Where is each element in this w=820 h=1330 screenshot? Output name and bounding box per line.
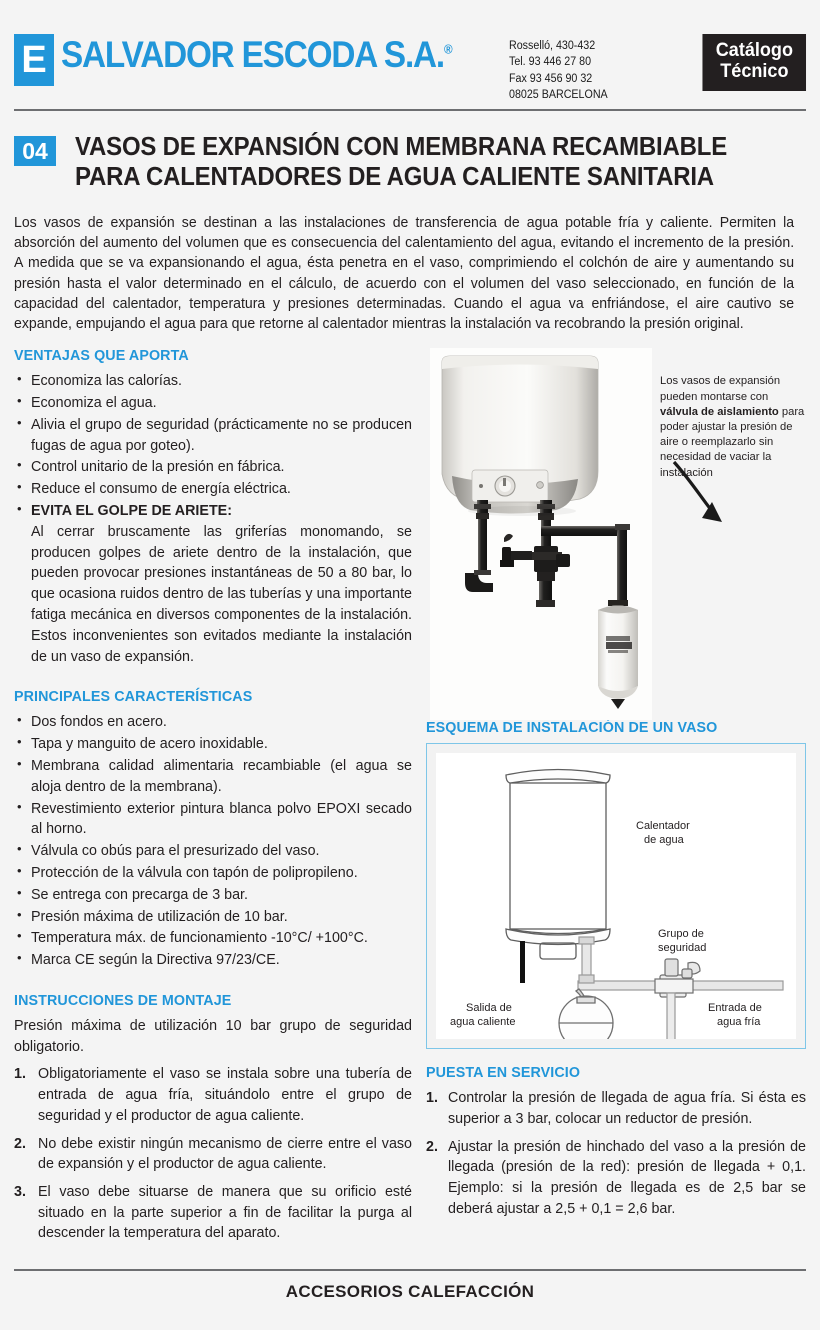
list-item: • Control unitario de la presión en fábrica. xyxy=(14,457,412,478)
step-number: 2. xyxy=(426,1138,438,1155)
list-item-golpe-ariete xyxy=(14,501,412,667)
callout-line2: pueden montarse con xyxy=(660,390,769,403)
page-title xyxy=(75,133,727,193)
footer-divider xyxy=(14,1269,806,1271)
company-name-text: SALVADOR ESCODA S.A. xyxy=(61,34,445,75)
address-line-street: Rosselló, 430-432 xyxy=(508,40,596,52)
list-item: • Temperatura máx. de funcionamiento -10°C/ +100°C. xyxy=(14,928,412,949)
golpe-ariete-title: EVITA EL GOLPE DE ARIETE: xyxy=(31,503,232,520)
callout-line1: Los vasos de expansión xyxy=(660,375,781,388)
step-text: No debe existir ningún mecanismo de cierre entre el vaso de expansión y el productor de agua caliente. xyxy=(38,1135,412,1173)
callout-rest: para poder ajustar la presión de aire o reemplazarlo sin necesidad de vaciar la instalación xyxy=(660,405,805,479)
step-number: 1. xyxy=(14,1066,26,1083)
installation-photo xyxy=(430,348,652,720)
ventajas-list xyxy=(14,371,412,667)
step-text: Controlar la presión de llegada de agua fría. Si ésta es superior a 3 bar, colocar un reductor de presión. xyxy=(448,1090,806,1127)
address-line-tel: Tel. 93 446 27 80 xyxy=(508,56,591,69)
list-item xyxy=(14,1182,412,1244)
list-item: • Válvula co obús para el presurizado del vaso. xyxy=(14,841,412,862)
label-salida-line1: Salida de xyxy=(466,1002,512,1015)
label-salida-line2: agua caliente xyxy=(450,1016,516,1029)
label-grupo-line2: seguridad xyxy=(658,942,707,955)
list-item xyxy=(426,1088,806,1129)
step-number: 3. xyxy=(14,1184,26,1201)
callout-bold-term: válvula de aislamiento xyxy=(660,405,779,418)
list-item xyxy=(14,1064,412,1126)
heading-ventajas: VENTAJAS QUE APORTA xyxy=(14,348,189,365)
catalog-badge-line1: Catálogo xyxy=(715,40,793,61)
label-calentador-line1: Calentador xyxy=(636,820,690,833)
list-item: • Tapa y manguito de acero inoxidable. xyxy=(14,734,412,755)
step-number: 2. xyxy=(14,1135,26,1152)
callout-arrow-icon xyxy=(658,460,804,530)
heading-caracteristicas: PRINCIPALES CARACTERÍSTICAS xyxy=(14,689,253,706)
step-text: Ajustar la presión de hinchado del vaso a la presión de llegada (presión de la red): presión de llegada + 0,1. Ejemplo: si la presión de llegada es de 2,5 bar se deberá ajustar a 2,5 + 0,1 = 2,6 bar. xyxy=(448,1138,806,1217)
label-calentador-line2: de agua xyxy=(644,834,684,847)
left-column xyxy=(14,348,426,1251)
company-address xyxy=(509,34,608,103)
logo-letter: E xyxy=(21,39,47,81)
montaje-steps xyxy=(14,1064,412,1244)
list-item: • Alivia el grupo de seguridad (prácticamente no se producen fugas de agua por goteo). xyxy=(14,415,412,457)
puesta-steps xyxy=(426,1088,806,1219)
list-item: • Protección de la válvula con tapón de polipropileno. xyxy=(14,863,412,884)
list-item: • Economiza las calorías. xyxy=(14,371,412,392)
golpe-ariete-body: Al cerrar bruscamente las griferías monomando, se producen golpes de ariete dentro de la instalación, que pueden provocar presiones instantáneas de 50 a 80 bar, lo que ocasiona ruidos dentro de las tuberías y una importante fatiga mecánica en diversos componentes de la instalación. Estos inconvenientes son evitados mediante la instalación de un vaso de expansión. xyxy=(31,523,412,665)
list-item: • Economiza el agua. xyxy=(14,393,412,414)
photo-callout xyxy=(660,374,806,481)
schematic-canvas xyxy=(436,753,796,1039)
content-columns xyxy=(14,348,806,1251)
step-text: El vaso debe situarse de manera que su orificio esté situado en la parte superior a fin de facilitar la purga al descender la temperatura del aparato. xyxy=(38,1184,412,1242)
photo-block xyxy=(426,348,806,720)
section-number-badge: 04 xyxy=(14,136,56,166)
list-item: • Se entrega con precarga de 3 bar. xyxy=(14,885,412,906)
step-number: 1. xyxy=(426,1090,438,1107)
header-divider xyxy=(14,109,806,111)
list-item: • Reduce el consumo de energía eléctrica. xyxy=(14,479,412,500)
list-item: • Marca CE según la Directiva 97/23/CE. xyxy=(14,950,412,971)
schematic-box xyxy=(426,743,806,1049)
right-column xyxy=(426,348,806,1251)
page-title-line2: PARA CALENTADORES DE AGUA CALIENTE SANITARIA xyxy=(75,163,714,192)
intro-paragraph: Los vasos de expansión se destinan a las instalaciones de transferencia de agua potable fría y caliente. Permiten la absorción del aumento del volumen que es consecuencia del calentamiento del agua, evitando el incremento de la presión. A medida que se va expansionando el agua, ésta penetra en el vaso, comprimiendo el colchón de aire y aumentando su presión hasta el valor determinado en el cálculo, de acuerdo con el volumen del vaso seleccionado, en función de la capacidad del calentador, temperatura y presiones determinadas. Cuando el agua va enfriándose, el aire cautivo se expande, empujando el agua para que retorne al calentador mientras la instalación va recobrando la presión original. xyxy=(14,214,795,333)
list-item xyxy=(426,1137,806,1220)
list-item: • Membrana calidad alimentaria recambiable (el agua se aloja dentro de la membrana). xyxy=(14,756,412,798)
list-item: • Dos fondos en acero. xyxy=(14,712,412,733)
address-line-fax: Fax 93 456 90 32 xyxy=(508,72,593,85)
label-grupo-line1: Grupo de xyxy=(658,928,704,941)
heading-esquema: ESQUEMA DE INSTALACIÓN DE UN VASO xyxy=(426,720,718,737)
footer-text: ACCESORIOS CALEFACCIÓN xyxy=(285,1282,535,1302)
company-name xyxy=(61,34,451,73)
page-header xyxy=(14,0,806,103)
step-text: Obligatoriamente el vaso se instala sobre una tubería de entrada de agua fría, situándolo entre el grupo de seguridad y el productor de agua caliente. xyxy=(38,1066,412,1124)
list-item xyxy=(14,1134,412,1175)
company-logo-icon xyxy=(14,34,54,86)
address-line-city: 08025 BARCELONA xyxy=(508,88,608,101)
page-title-row xyxy=(14,133,806,193)
list-item: • Presión máxima de utilización de 10 bar. xyxy=(14,907,412,928)
catalog-badge xyxy=(702,34,806,91)
list-item: • Revestimiento exterior pintura blanca polvo EPOXI secado al horno. xyxy=(14,799,412,841)
schematic-drawing xyxy=(436,753,796,1039)
page-title-line1: VASOS DE EXPANSIÓN CON MEMBRANA RECAMBIABLE xyxy=(75,133,728,162)
label-entrada-line2: agua fría xyxy=(717,1016,761,1029)
registered-mark-icon: ® xyxy=(444,41,452,57)
montaje-lead: Presión máxima de utilización 10 bar grupo de seguridad obligatorio. xyxy=(14,1018,412,1055)
photo-graphic xyxy=(430,348,652,720)
heading-montaje: INSTRUCCIONES DE MONTAJE xyxy=(14,993,232,1009)
caracteristicas-list xyxy=(14,712,412,971)
catalog-badge-line2: Técnico xyxy=(719,61,789,83)
heading-puesta: PUESTA EN SERVICIO xyxy=(426,1065,581,1082)
label-entrada-line1: Entrada de xyxy=(708,1002,762,1015)
